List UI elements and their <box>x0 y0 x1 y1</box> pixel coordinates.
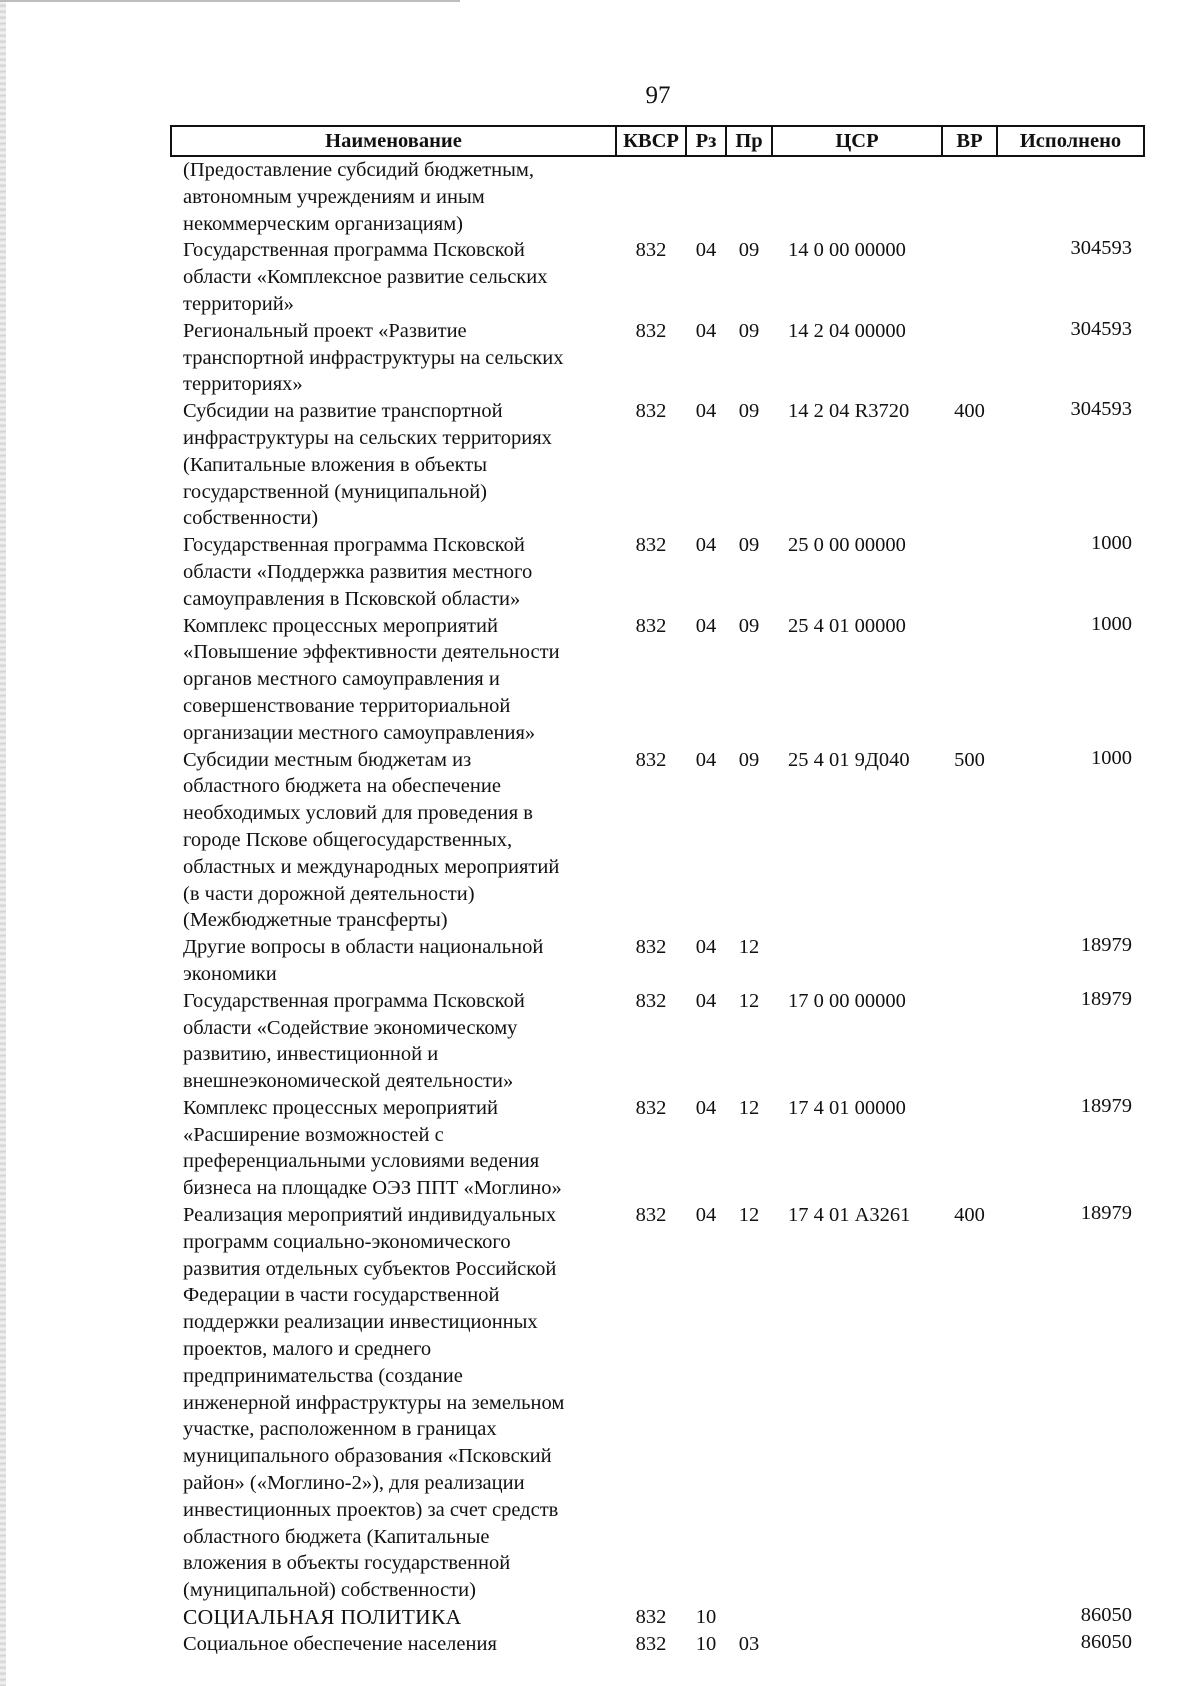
table-row <box>171 318 1144 398</box>
cell-rz-value: 04 <box>695 319 717 342</box>
cell-name-line: территориях» <box>183 373 303 396</box>
cell-name-line: области «Комплексное развитие сельских <box>183 266 548 289</box>
cell-name <box>171 1202 616 1604</box>
cell-vr <box>942 532 997 612</box>
cell-kvsr-value: 832 <box>635 936 667 959</box>
cell-rz-value: 04 <box>695 614 717 637</box>
cell-pr <box>726 1604 772 1631</box>
cell-done <box>997 1202 1144 1604</box>
cell-rz-value: 04 <box>695 989 717 1012</box>
cell-done-value: 86050 <box>1080 1604 1132 1627</box>
cell-kvsr-value: 832 <box>635 534 667 557</box>
cell-kvsr <box>616 1202 686 1604</box>
cell-vr <box>942 934 997 988</box>
cell-kvsr <box>616 156 686 237</box>
cell-csr <box>772 747 942 935</box>
cell-pr <box>726 398 772 532</box>
cell-csr <box>772 1604 942 1631</box>
cell-kvsr <box>616 1604 686 1631</box>
cell-csr <box>772 1202 942 1604</box>
cell-name-line: район» («Моглино-2»), для реализации <box>183 1472 525 1495</box>
cell-kvsr <box>616 988 686 1095</box>
cell-name-line: организации местного самоуправления» <box>183 721 536 744</box>
cell-name-line: Региональный проект «Развитие <box>183 319 467 342</box>
cell-name <box>171 318 616 398</box>
table-row <box>171 1095 1144 1202</box>
cell-done <box>997 1095 1144 1202</box>
page-number: 97 <box>645 82 671 109</box>
cell-vr <box>942 747 997 935</box>
cell-rz <box>686 988 726 1095</box>
cell-done <box>997 1631 1144 1658</box>
cell-pr <box>726 613 772 747</box>
cell-csr <box>772 613 942 747</box>
cell-name-line: государственной (муниципальной) <box>183 480 488 503</box>
cell-pr <box>726 747 772 935</box>
cell-pr <box>726 1631 772 1658</box>
cell-done-value: 86050 <box>1080 1630 1132 1653</box>
cell-pr <box>726 1202 772 1604</box>
cell-csr <box>772 532 942 612</box>
header-done: Исполнено <box>997 126 1144 156</box>
scan-top-edge <box>0 0 460 2</box>
cell-name-line: территорий» <box>183 292 294 315</box>
cell-csr <box>772 156 942 237</box>
cell-name-line: инвестиционных проектов) за счет средств <box>183 1498 559 1521</box>
cell-rz <box>686 1095 726 1202</box>
cell-vr <box>942 1202 997 1604</box>
cell-pr <box>726 156 772 237</box>
cell-rz <box>686 532 726 612</box>
cell-name-line: (Капитальные вложения в объекты <box>183 453 487 476</box>
cell-name-line: области «Содействие экономическому <box>183 1016 518 1039</box>
cell-kvsr-value: 832 <box>635 1606 667 1629</box>
cell-name-line: «Расширение возможностей с <box>183 1123 444 1146</box>
cell-vr <box>942 1631 997 1658</box>
cell-rz <box>686 398 726 532</box>
cell-done-value: 1000 <box>1091 532 1132 555</box>
cell-pr-value: 12 <box>738 936 760 959</box>
cell-name-line: областного бюджета (Капитальные <box>183 1525 490 1548</box>
cell-vr <box>942 237 997 317</box>
cell-done <box>997 747 1144 935</box>
cell-kvsr <box>616 1631 686 1658</box>
cell-pr-value: 09 <box>738 614 760 637</box>
cell-name-line: (Межбюджетные трансферты) <box>183 909 448 932</box>
cell-pr <box>726 988 772 1095</box>
cell-name-line: собственности) <box>183 507 319 530</box>
cell-rz <box>686 1202 726 1604</box>
cell-pr <box>726 318 772 398</box>
table-row <box>171 398 1144 532</box>
cell-name-line: муниципального образования «Псковский <box>183 1445 552 1468</box>
cell-name-line: СОЦИАЛЬНАЯ ПОЛИТИКА <box>183 1605 462 1630</box>
table-row <box>171 747 1144 935</box>
cell-csr-value: 17 0 00 00000 <box>788 989 906 1012</box>
cell-csr <box>772 318 942 398</box>
cell-name <box>171 1631 616 1658</box>
cell-kvsr <box>616 934 686 988</box>
cell-vr-value: 400 <box>954 400 985 423</box>
cell-rz <box>686 613 726 747</box>
cell-done <box>997 934 1144 988</box>
cell-name <box>171 1095 616 1202</box>
cell-name-line: предпринимательства (создание <box>183 1364 463 1387</box>
cell-done <box>997 398 1144 532</box>
cell-name-line: Государственная программа Псковской <box>183 534 525 557</box>
cell-name-line: Комплекс процессных мероприятий <box>183 1096 498 1119</box>
cell-csr-value: 25 4 01 00000 <box>788 614 906 637</box>
table-row <box>171 156 1144 237</box>
cell-done <box>997 988 1144 1095</box>
cell-csr <box>772 1095 942 1202</box>
cell-name <box>171 237 616 317</box>
cell-done-value: 18979 <box>1080 934 1132 957</box>
cell-csr-value: 25 0 00 00000 <box>788 534 906 557</box>
header-vr: ВР <box>942 126 997 156</box>
cell-csr <box>772 398 942 532</box>
cell-done-value: 304593 <box>1070 398 1132 421</box>
cell-kvsr-value: 832 <box>635 1096 667 1119</box>
cell-csr-value: 14 2 04 00000 <box>788 319 906 342</box>
cell-kvsr-value: 832 <box>635 400 667 423</box>
cell-vr <box>942 318 997 398</box>
cell-kvsr-value: 832 <box>635 614 667 637</box>
cell-kvsr-value: 832 <box>635 989 667 1012</box>
cell-name-line: поддержки реализации инвестиционных <box>183 1311 538 1334</box>
cell-rz <box>686 237 726 317</box>
cell-name-line: вложения в объекты государственной <box>183 1552 511 1575</box>
cell-rz-value: 10 <box>695 1606 717 1629</box>
budget-table <box>170 125 1145 1658</box>
cell-pr-value: 12 <box>738 1204 760 1227</box>
scan-edge <box>0 0 6 1686</box>
cell-kvsr-value: 832 <box>635 1632 667 1655</box>
cell-vr <box>942 613 997 747</box>
cell-kvsr <box>616 237 686 317</box>
cell-name-line: необходимых условий для проведения в <box>183 802 533 825</box>
cell-done-value: 304593 <box>1070 317 1132 340</box>
cell-vr <box>942 1604 997 1631</box>
cell-name-line: органов местного самоуправления и <box>183 668 500 691</box>
cell-name <box>171 613 616 747</box>
cell-csr <box>772 237 942 317</box>
header-kvsr: КВСР <box>616 126 686 156</box>
cell-name-line: (муниципальной) собственности) <box>183 1579 476 1602</box>
cell-name-line: автономным учреждениям и иным <box>183 185 485 208</box>
cell-name-line: инженерной инфраструктуры на земельном <box>183 1391 565 1414</box>
cell-rz <box>686 747 726 935</box>
cell-name-line: Социальное обеспечение населения <box>183 1632 497 1655</box>
cell-kvsr-value: 832 <box>635 239 667 262</box>
cell-pr-value: 09 <box>738 239 760 262</box>
cell-name-line: (в части дорожной деятельности) <box>183 882 475 905</box>
cell-name <box>171 988 616 1095</box>
cell-name-line: проектов, малого и среднего <box>183 1338 432 1361</box>
cell-kvsr <box>616 1095 686 1202</box>
cell-kvsr-value: 832 <box>635 1204 667 1227</box>
cell-done-value: 18979 <box>1080 1202 1132 1225</box>
cell-kvsr <box>616 318 686 398</box>
cell-rz-value: 04 <box>695 534 717 557</box>
header-name: Наименование <box>171 126 616 156</box>
table-row <box>171 237 1144 317</box>
cell-name-line: Субсидии местным бюджетам из <box>183 748 472 771</box>
cell-kvsr <box>616 747 686 935</box>
cell-pr <box>726 1095 772 1202</box>
cell-pr-value: 12 <box>738 1096 760 1119</box>
cell-vr <box>942 398 997 532</box>
cell-csr <box>772 1631 942 1658</box>
cell-csr-value: 25 4 01 9Д040 <box>788 748 910 771</box>
cell-name-line: совершенствование территориальной <box>183 694 511 717</box>
cell-name-line: преференциальными условиями ведения <box>183 1150 540 1173</box>
cell-kvsr-value: 832 <box>635 748 667 771</box>
cell-vr-value: 500 <box>954 748 985 771</box>
cell-pr-value: 03 <box>738 1632 760 1655</box>
cell-rz <box>686 1631 726 1658</box>
cell-name-line: Государственная программа Псковской <box>183 989 525 1012</box>
cell-name-line: транспортной инфраструктуры на сельских <box>183 346 564 369</box>
cell-done <box>997 237 1144 317</box>
cell-vr <box>942 1095 997 1202</box>
cell-pr <box>726 237 772 317</box>
table-row <box>171 1631 1144 1658</box>
cell-csr-value: 17 4 01 А3261 <box>788 1204 911 1227</box>
cell-rz-value: 10 <box>695 1632 717 1655</box>
cell-pr <box>726 532 772 612</box>
cell-rz <box>686 934 726 988</box>
cell-done-value: 1000 <box>1091 612 1132 635</box>
cell-name-line: участке, расположенном в границах <box>183 1418 497 1441</box>
table-row <box>171 1604 1144 1631</box>
cell-name-line: Государственная программа Псковской <box>183 239 525 262</box>
header-pr: Пр <box>726 126 772 156</box>
cell-name <box>171 398 616 532</box>
cell-name-line: «Повышение эффективности деятельности <box>183 641 560 664</box>
cell-rz-value: 04 <box>695 1096 717 1119</box>
cell-csr-value: 14 0 00 00000 <box>788 239 906 262</box>
cell-pr-value: 09 <box>738 534 760 557</box>
cell-name-line: экономики <box>183 962 277 985</box>
table-row <box>171 532 1144 612</box>
cell-pr-value: 09 <box>738 319 760 342</box>
cell-rz-value: 04 <box>695 400 717 423</box>
cell-name-line: инфраструктуры на сельских территориях <box>183 426 552 449</box>
cell-name-line: Федерации в части государственной <box>183 1284 500 1307</box>
cell-name-line: Субсидии на развитие транспортной <box>183 400 503 423</box>
cell-name-line: Комплекс процессных мероприятий <box>183 614 498 637</box>
cell-name <box>171 934 616 988</box>
cell-done-value: 18979 <box>1080 987 1132 1010</box>
cell-rz-value: 04 <box>695 936 717 959</box>
cell-name <box>171 532 616 612</box>
cell-name-line: бизнеса на площадке ОЭЗ ППТ «Моглино» <box>183 1177 562 1200</box>
cell-name-line: (Предоставление субсидий бюджетным, <box>183 159 534 181</box>
cell-rz <box>686 1604 726 1631</box>
cell-rz <box>686 156 726 237</box>
cell-rz <box>686 318 726 398</box>
cell-csr <box>772 934 942 988</box>
cell-vr <box>942 156 997 237</box>
cell-pr <box>726 934 772 988</box>
cell-csr-value: 17 4 01 00000 <box>788 1096 906 1119</box>
cell-name-line: областных и международных мероприятий <box>183 855 560 878</box>
cell-rz-value: 04 <box>695 239 717 262</box>
cell-done <box>997 613 1144 747</box>
cell-csr-value: 14 2 04 R3720 <box>788 400 910 423</box>
cell-name-line: программ социально-экономического <box>183 1230 511 1253</box>
cell-name <box>171 1604 616 1631</box>
table-row <box>171 1202 1144 1604</box>
cell-name-line: некоммерческим организациям) <box>183 212 463 235</box>
cell-name-line: Реализация мероприятий индивидуальных <box>183 1204 557 1227</box>
cell-name-line: развитию, инвестиционной и <box>183 1043 439 1066</box>
cell-name-line: самоуправления в Псковской области» <box>183 587 521 610</box>
cell-name-line: внешнеэкономической деятельности» <box>183 1070 514 1093</box>
cell-vr-value: 400 <box>954 1204 985 1227</box>
table-row <box>171 988 1144 1095</box>
cell-pr-value: 12 <box>738 989 760 1012</box>
cell-name-line: области «Поддержка развития местного <box>183 560 533 583</box>
cell-done <box>997 318 1144 398</box>
cell-name-line: развития отдельных субъектов Российской <box>183 1257 557 1280</box>
cell-name-line: городе Пскове общегосударственных, <box>183 828 513 851</box>
cell-vr <box>942 988 997 1095</box>
header-rz: Рз <box>686 126 726 156</box>
cell-name-line: Другие вопросы в области национальной <box>183 936 544 959</box>
cell-pr-value: 09 <box>738 748 760 771</box>
cell-name <box>171 156 616 237</box>
cell-rz-value: 04 <box>695 1204 717 1227</box>
table-row <box>171 934 1144 988</box>
cell-name-line: областного бюджета на обеспечение <box>183 775 501 798</box>
cell-kvsr <box>616 613 686 747</box>
header-csr: ЦСР <box>772 126 942 156</box>
cell-rz-value: 04 <box>695 748 717 771</box>
cell-pr-value: 09 <box>738 400 760 423</box>
cell-kvsr-value: 832 <box>635 319 667 342</box>
cell-kvsr <box>616 532 686 612</box>
cell-done-value: 1000 <box>1091 746 1132 769</box>
cell-done <box>997 532 1144 612</box>
cell-done <box>997 156 1144 237</box>
cell-done-value: 304593 <box>1070 237 1132 260</box>
cell-csr <box>772 988 942 1095</box>
table-body <box>171 156 1144 1658</box>
table-row <box>171 613 1144 747</box>
cell-kvsr <box>616 398 686 532</box>
table-header <box>171 126 1144 156</box>
cell-name <box>171 747 616 935</box>
cell-done <box>997 1604 1144 1631</box>
cell-done-value: 18979 <box>1080 1094 1132 1117</box>
